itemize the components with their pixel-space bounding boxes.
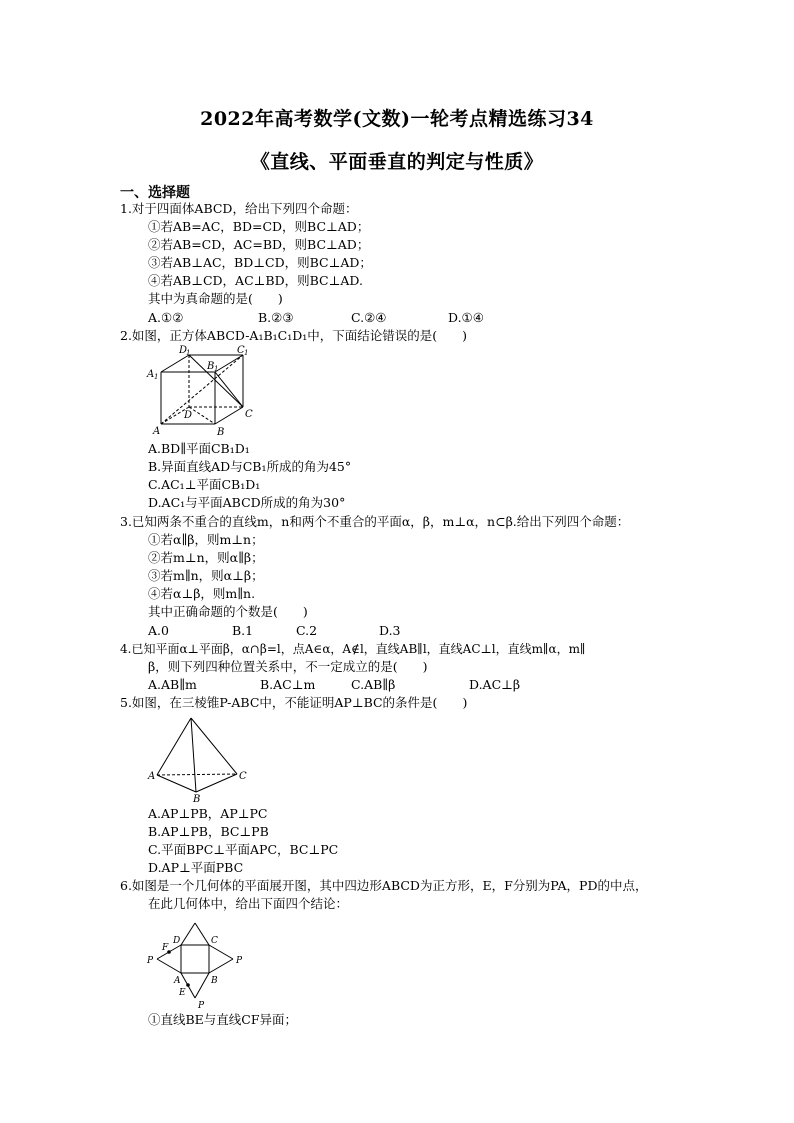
label-d1-sub: 1 (186, 349, 191, 357)
q3-option-c: C.2 (296, 623, 318, 638)
q1-option-d: D.①④ (448, 310, 484, 325)
q3-item-3: ③若m∥n，则α⊥β； (148, 568, 264, 583)
q4-stem-line1: 4.已知平面α⊥平面β，α∩β=l，点A∈α，A∉l，直线AB∥l，直线AC⊥l，直线m∥α，m∥ (120, 642, 586, 656)
q6-stem-line1: 6.如图是一个几何体的平面展开图，其中四边形ABCD为正方形，E，F分别为PA，PD的中点， (120, 878, 648, 893)
q1-option-c: C.②④ (351, 310, 387, 325)
q5-option-a: A.AP⊥PB，AP⊥PC (148, 806, 268, 821)
document-subtitle: 《直线、平面垂直的判定与性质》 (250, 151, 544, 173)
q3-option-b: B.1 (232, 623, 254, 638)
pyramid-figure (145, 712, 260, 802)
label-c1: C (237, 345, 245, 356)
label-p-bottom: P (198, 1001, 205, 1010)
label-a1: A (147, 369, 155, 380)
label-b: B (193, 794, 201, 802)
label-b1: B (207, 361, 215, 372)
label-c: C (245, 409, 253, 420)
label-a: A (153, 426, 161, 437)
net-figure (145, 918, 250, 1010)
q4-option-b: B.AC⊥m (260, 677, 316, 692)
q1-ask: 其中为真命题的是( ) (148, 291, 283, 306)
q3-option-a: A.0 (148, 623, 169, 638)
q3-option-d: D.3 (379, 623, 401, 638)
cube-figure (145, 343, 260, 438)
q2-stem: 2.如图，正方体ABCD-A₁B₁C₁D₁中，下面结论错误的是( ) (120, 328, 468, 343)
q3-item-4: ④若α⊥β，则m∥n. (148, 586, 256, 601)
q6-item-1: ①直线BE与直线CF异面； (148, 1012, 298, 1027)
section-heading: 一、选择题 (120, 185, 190, 201)
q2-option-b: B.异面直线AD与CB₁所成的角为45° (148, 459, 352, 474)
label-d: D (173, 936, 181, 946)
q5-option-c: C.平面BPC⊥平面APC，BC⊥PC (148, 842, 339, 857)
label-b: B (217, 427, 225, 438)
q3-item-2: ②若m⊥n，则α∥β； (148, 550, 264, 565)
q4-stem-line2: β，则下列四种位置关系中，不一定成立的是( ) (148, 659, 428, 674)
q1-stem: 1.对于四面体ABCD，给出下列四个命题： (120, 201, 358, 216)
label-b: B (211, 976, 218, 986)
q3-stem: 3.已知两条不重合的直线m，n和两个不重合的平面α，β，m⊥α，n⊂β.给出下列四个命题： (120, 514, 630, 529)
document-title: 2022年高考数学(文数)一轮考点精选练习34 (200, 108, 594, 130)
q6-stem-line2: 在此几何体中，给出下面四个结论： (148, 896, 349, 911)
q1-option-a: A.①② (148, 310, 184, 325)
q2-option-a: A.BD∥平面CB₁D₁ (148, 441, 250, 456)
label-c: C (211, 936, 218, 946)
q4-option-d: D.AC⊥β (469, 677, 521, 692)
label-b1-sub: 1 (214, 365, 219, 373)
label-e: E (179, 988, 186, 998)
q5-option-b: B.AP⊥PB，BC⊥PB (148, 824, 269, 839)
q1-item-3: ③若AB⊥AC，BD⊥CD，则BC⊥AD； (148, 255, 372, 270)
label-a: A (174, 976, 181, 986)
label-a: A (148, 771, 156, 782)
label-p-left: P (147, 956, 154, 966)
label-d1: D (179, 345, 188, 356)
q3-ask: 其中正确命题的个数是( ) (148, 604, 308, 619)
q1-item-2: ②若AB=CD，AC=BD，则BC⊥AD； (148, 237, 370, 252)
label-c: C (239, 771, 247, 782)
q1-item-4: ④若AB⊥CD，AC⊥BD，则BC⊥AD. (148, 273, 363, 288)
label-c1-sub: 1 (244, 349, 249, 357)
q5-stem: 5.如图，在三棱锥P-ABC中，不能证明AP⊥BC的条件是( ) (120, 695, 468, 710)
label-d: D (184, 410, 193, 421)
q5-option-d: D.AP⊥平面PBC (148, 860, 244, 875)
label-a1-sub: 1 (154, 373, 159, 381)
q3-item-1: ①若α∥β，则m⊥n； (148, 532, 264, 547)
label-p-right: P (236, 956, 243, 966)
q2-option-c: C.AC₁⊥平面CB₁D₁ (148, 477, 261, 492)
q1-option-b: B.②③ (258, 310, 294, 325)
q1-item-1: ①若AB=AC，BD=CD，则BC⊥AD； (148, 219, 370, 234)
q4-option-a: A.AB∥m (148, 677, 197, 692)
q4-option-c: C.AB∥β (351, 677, 396, 692)
q2-option-d: D.AC₁与平面ABCD所成的角为30° (148, 495, 346, 510)
label-f: F (162, 943, 169, 953)
